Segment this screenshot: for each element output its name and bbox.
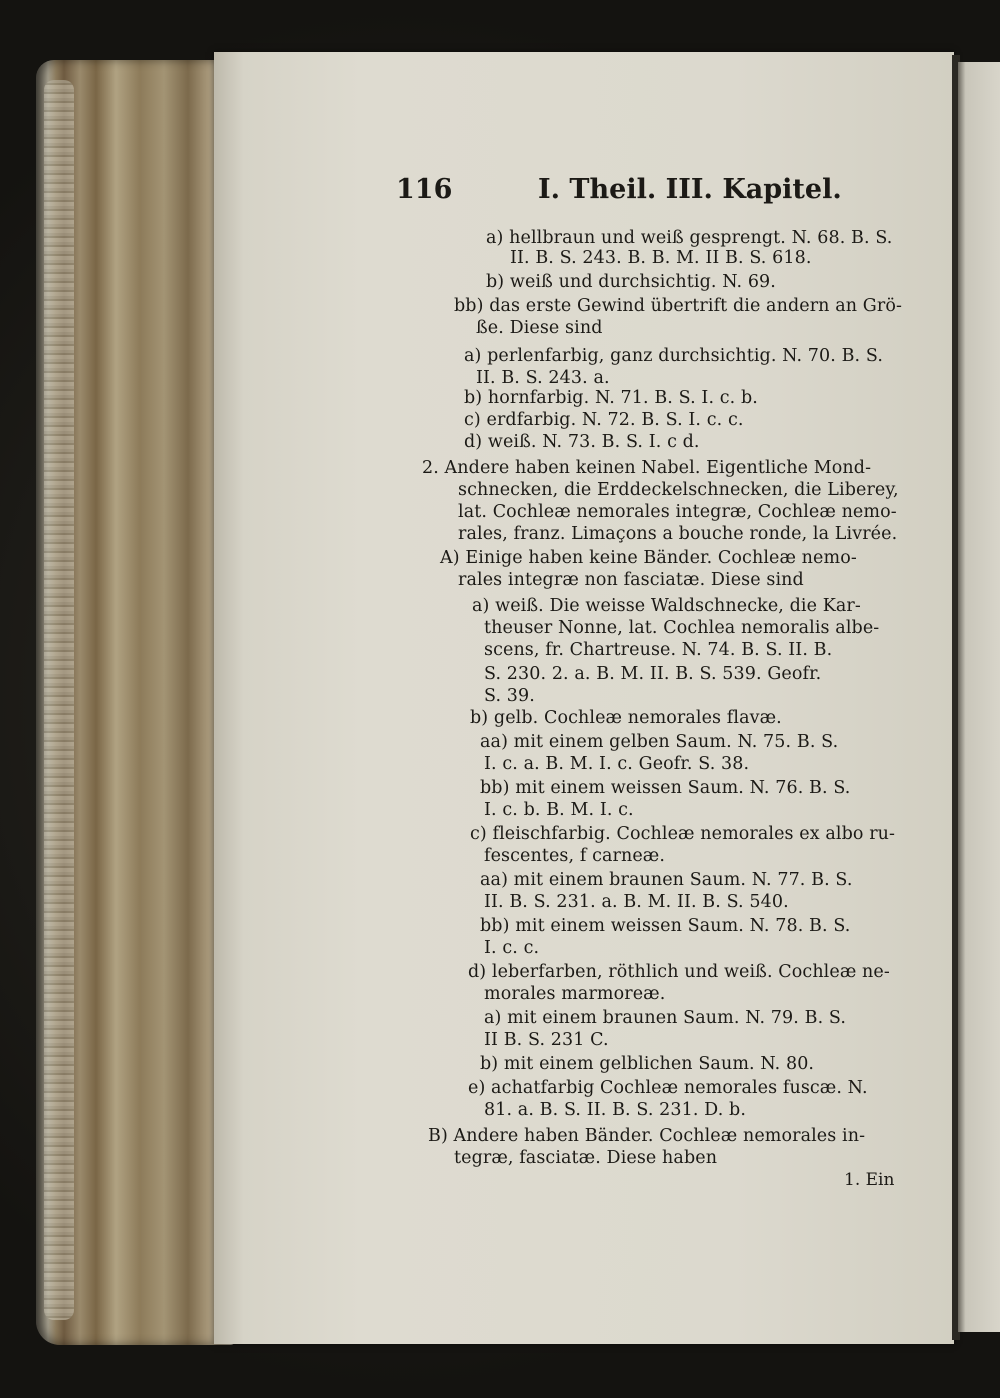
text-line: d) leberfarben, röthlich und weiß. Cochleæ ne- (468, 962, 890, 982)
text-line: ße. Diese sind (476, 318, 603, 338)
text-line: a) perlenfarbig, ganz durchsichtig. N. 70. B. S. (464, 346, 884, 366)
text-line: bb) mit einem weissen Saum. N. 78. B. S. (480, 916, 851, 936)
text-line: b) weiß und durchsichtig. N. 69. (486, 272, 776, 292)
text-line: B) Andere haben Bänder. Cochleæ nemorales in- (428, 1126, 866, 1146)
running-head: I. Theil. III. Kapitel. (538, 174, 842, 205)
text-line: schnecken, die Erddeckelschnecken, die Liberey, (458, 480, 899, 500)
text-line: scens, fr. Chartreuse. N. 74. B. S. II. B. (484, 640, 833, 660)
text-line: a) mit einem braunen Saum. N. 79. B. S. (484, 1008, 847, 1028)
text-line: a) hellbraun und weiß gesprengt. N. 68. B. S. (486, 228, 893, 248)
text-line: I. c. a. B. M. I. c. Geofr. S. 38. (484, 754, 750, 774)
text-line: theuser Nonne, lat. Cochlea nemoralis albe- (484, 618, 880, 638)
text-line: II B. S. 231 C. (484, 1030, 609, 1050)
text-line: A) Einige haben keine Bänder. Cochleæ nemo- (440, 548, 857, 568)
text-line: bb) das erste Gewind übertrift die andern an Grö- (454, 296, 902, 316)
page-text (214, 52, 954, 1344)
catchword: 1. Ein (844, 1170, 895, 1190)
text-line: b) hornfarbig. N. 71. B. S. I. c. b. (464, 388, 758, 408)
text-line: bb) mit einem weissen Saum. N. 76. B. S. (480, 778, 851, 798)
text-line: tegræ, fasciatæ. Diese haben (454, 1148, 718, 1168)
text-line: II. B. S. 243. B. B. M. II B. S. 618. (510, 248, 812, 268)
text-line: morales marmoreæ. (484, 984, 666, 1004)
page-number: 116 (396, 174, 453, 205)
text-line: S. 230. 2. a. B. M. II. B. S. 539. Geofr. (484, 664, 822, 684)
text-line: 81. a. B. S. II. B. S. 231. D. b. (484, 1100, 746, 1120)
text-line: S. 39. (484, 686, 535, 706)
text-line: b) gelb. Cochleæ nemorales flavæ. (470, 708, 782, 728)
text-line: I. c. c. (484, 938, 540, 958)
text-line: II. B. S. 243. a. (476, 368, 610, 388)
text-line: fescentes, f carneæ. (484, 846, 666, 866)
text-line: c) erdfarbig. N. 72. B. S. I. c. c. (464, 410, 744, 430)
text-line: rales, franz. Limaçons a bouche ronde, la Livrée. (458, 524, 898, 544)
text-line: aa) mit einem braunen Saum. N. 77. B. S. (480, 870, 853, 890)
text-line: 2. Andere haben keinen Nabel. Eigentliche Mond- (422, 458, 872, 478)
text-line: b) mit einem gelblichen Saum. N. 80. (480, 1054, 815, 1074)
facing-page-edge (958, 62, 1000, 1332)
text-line: e) achatfarbig Cochleæ nemorales fuscæ. N. (468, 1078, 868, 1098)
text-line: I. c. b. B. M. I. c. (484, 800, 634, 820)
text-line: lat. Cochleæ nemorales integræ, Cochleæ nemo- (458, 502, 897, 522)
text-line: aa) mit einem gelben Saum. N. 75. B. S. (480, 732, 839, 752)
text-line: rales integræ non fasciatæ. Diese sind (458, 570, 804, 590)
text-line: c) fleischfarbig. Cochleæ nemorales ex albo ru- (470, 824, 896, 844)
text-line: a) weiß. Die weisse Waldschnecke, die Kar- (472, 596, 861, 616)
page-edges (44, 80, 74, 1320)
text-line: d) weiß. N. 73. B. S. I. c d. (464, 432, 700, 452)
text-line: II. B. S. 231. a. B. M. II. B. S. 540. (484, 892, 789, 912)
